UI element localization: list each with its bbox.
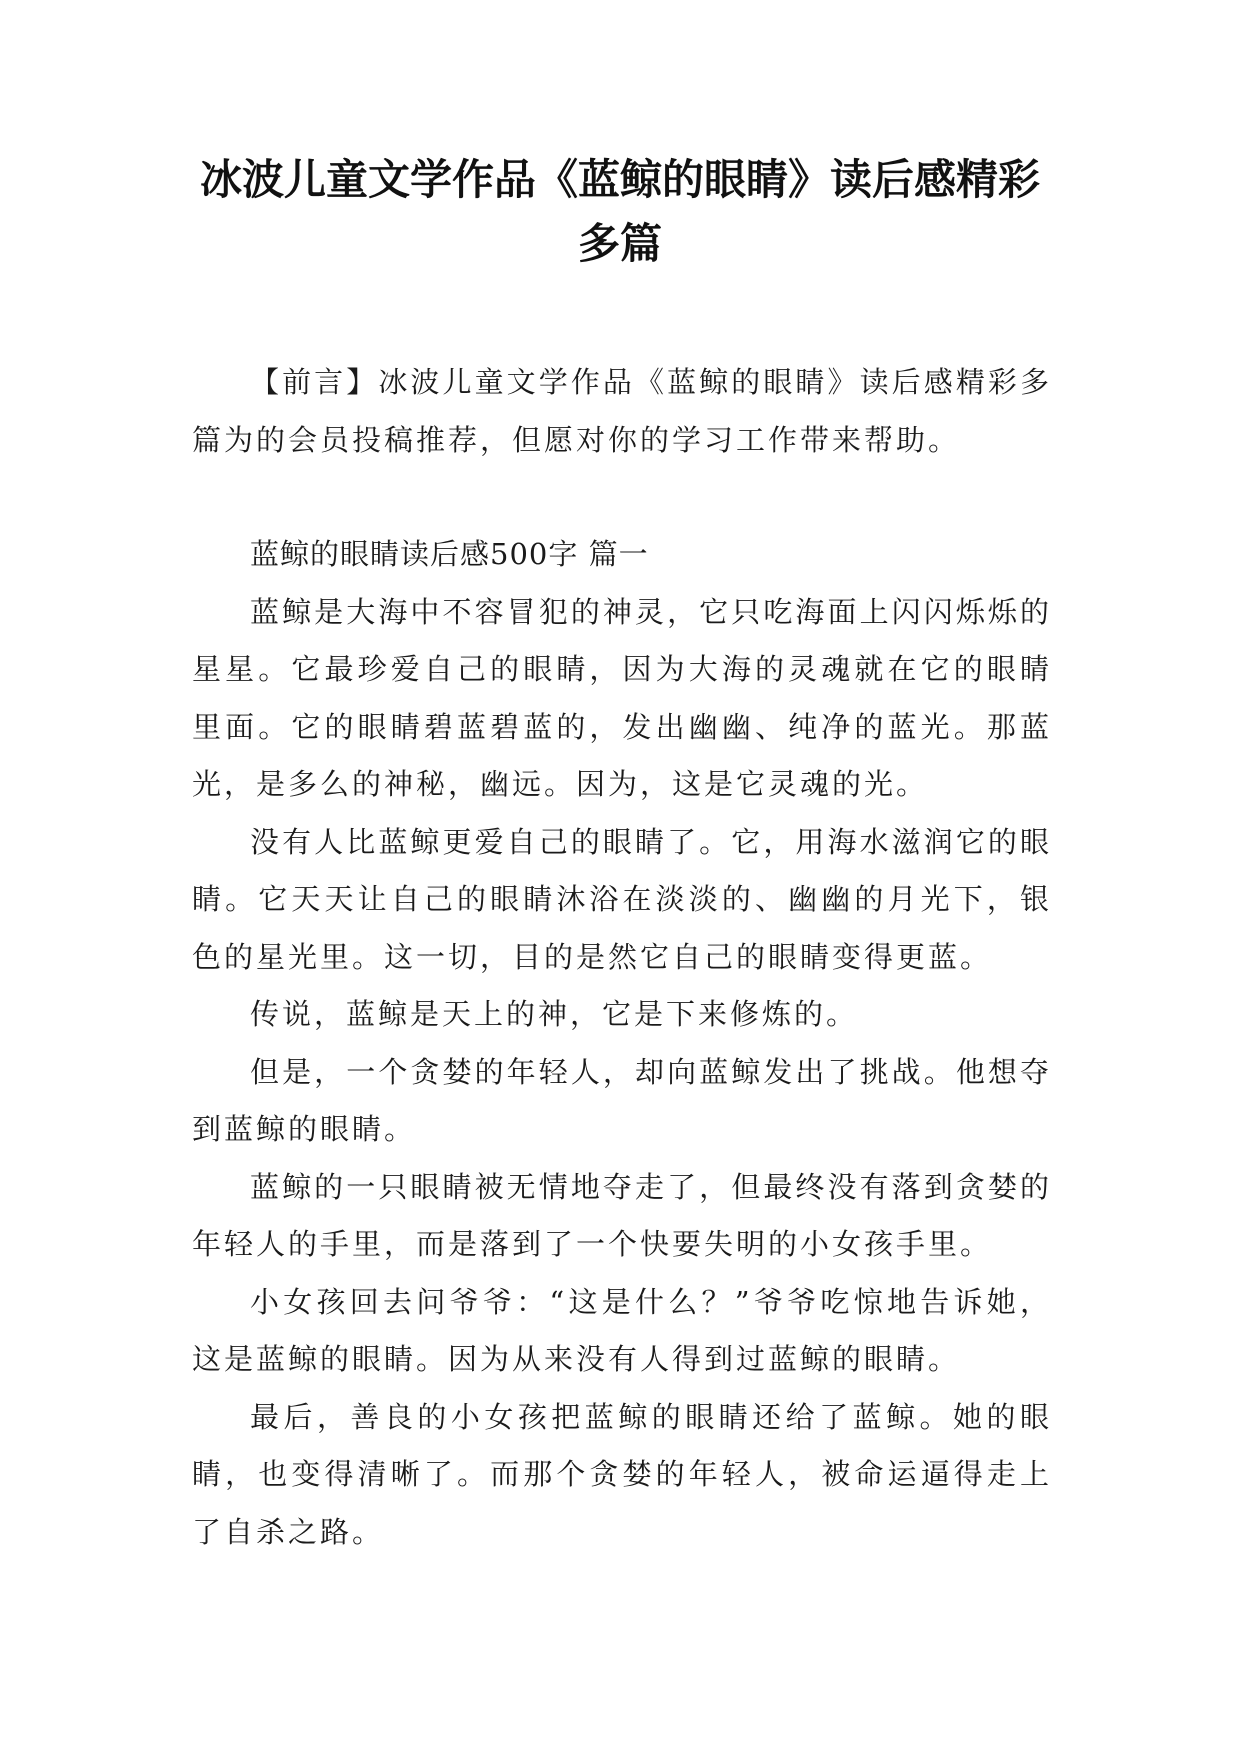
body-paragraph: 但是，一个贪婪的年轻人，却向蓝鲸发出了挑战。他想夺到蓝鲸的眼睛。 — [192, 1054, 1052, 1146]
spacer — [192, 469, 1052, 526]
body-paragraph: 最后，善良的小女孩把蓝鲸的眼睛还给了蓝鲸。她的眼睛，也变得清晰了。而那个贪婪的年轻人，被命运逼得走上了自杀之路。 — [192, 1399, 1052, 1549]
body-paragraph: 没有人比蓝鲸更爱自己的眼睛了。它，用海水滋润它的眼睛。它天天让自己的眼睛沐浴在淡淡的、幽幽的月光下，银色的星光里。这一切，目的是然它自己的眼睛变得更蓝。 — [192, 824, 1052, 974]
document-body — [192, 354, 1052, 1561]
preface-paragraph: 【前言】冰波儿童文学作品《蓝鲸的眼睛》读后感精彩多篇为的会员投稿推荐，但愿对你的学习工作带来帮助。 — [192, 365, 1052, 457]
body-paragraph: 蓝鲸的一只眼睛被无情地夺走了，但最终没有落到贪婪的年轻人的手里，而是落到了一个快要失明的小女孩手里。 — [192, 1169, 1052, 1261]
section-heading: 蓝鲸的眼睛读后感500字 篇一 — [250, 537, 649, 571]
body-paragraph: 传说，蓝鲸是天上的神，它是下来修炼的。 — [250, 997, 859, 1031]
body-paragraph: 蓝鲸是大海中不容冒犯的神灵，它只吃海面上闪闪烁烁的星星。它最珍爱自己的眼睛，因为大海的灵魂就在它的眼睛里面。它的眼睛碧蓝碧蓝的，发出幽幽、纯净的蓝光。那蓝光，是多么的神秘，幽远。因为，这是它灵魂的光。 — [192, 594, 1052, 801]
document-title: 冰波儿童文学作品《蓝鲸的眼睛》读后感精彩多篇 — [199, 155, 1040, 268]
body-paragraph: 小女孩回去问爷爷：“这是什么？”爷爷吃惊地告诉她，这是蓝鲸的眼睛。因为从来没有人得到过蓝鲸的眼睛。 — [192, 1284, 1052, 1376]
